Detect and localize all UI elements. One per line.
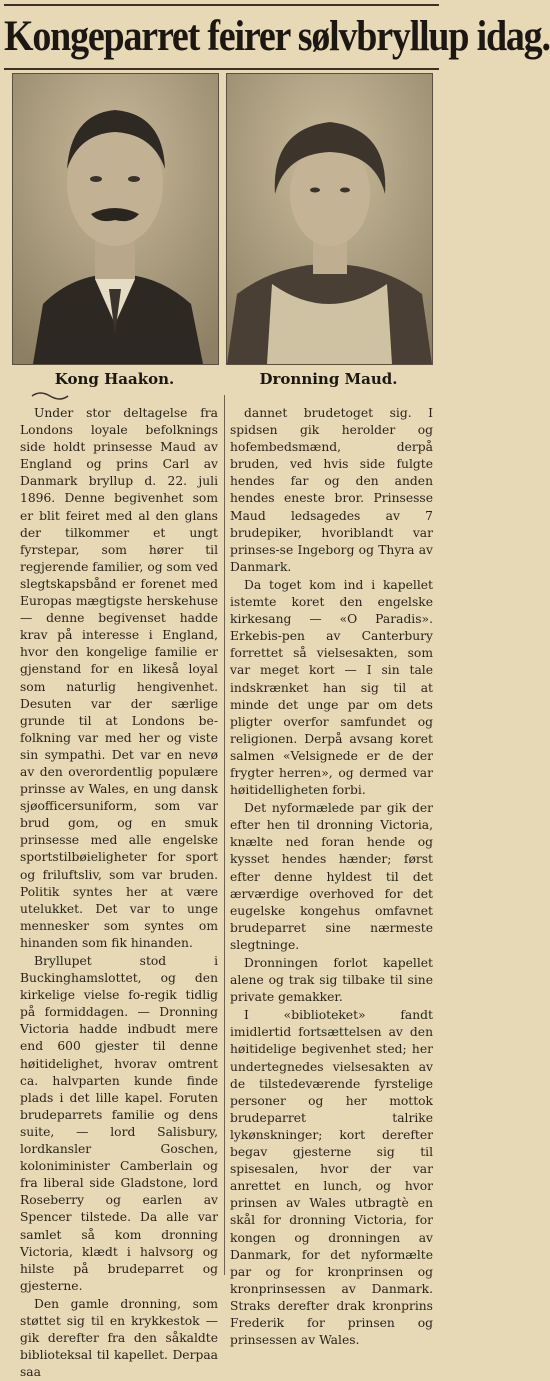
headline-rule-top xyxy=(4,4,439,6)
caption-dronning-maud: Dronning Maud. xyxy=(259,370,398,388)
paragraph: Da toget kom ind i kapellet istemte koret den engelske kirkesang — «O Paradis». Erkebis-pen av Canterbury forrettet så vielsesakten, som var meget kort — I sin tale indskrænket han sig til at minde det unge par om dets pligter overfor samfundet og religionen. Derpå avsang koret salmen «Velsignede er de der frygter herren», og dermed var høitidelligheten forbi. xyxy=(230,577,433,798)
paragraph: Dronningen forlot kapellet alene og trak sig tilbake til sine private gemakker. xyxy=(230,956,433,1005)
paragraph: Det nyformælede par gik der efter hen til dronning Victoria, knælte ned foran hende og kysset hendes hænder; først efter denne hyldest til det ærværdige overhoved for det eugelske kongehus omfavnet brudeparret sine nærmeste slegtninge. xyxy=(230,801,433,952)
ornament-icon xyxy=(30,390,70,402)
portrait-king-image xyxy=(13,74,218,364)
portrait-kong-haakon xyxy=(12,73,219,365)
portrait-queen-image xyxy=(227,74,432,364)
paragraph: dannet brudetoget sig. I spidsen gik herolder og hofembedsmænd, derpå bruden, ved hvis side fulgte hendes far og den anden hendes eneste bror. Prinsesse Maud ledsagedes av 7 brudepiker, hvoriblandt var prinses-se Ingeborg og Thyra av Danmark. xyxy=(230,406,433,574)
headline-rule-bottom xyxy=(4,68,439,70)
paragraph: Under stor deltagelse fra Londons loyale befolknings side holdt prinsesse Maud av England og prins Carl av Danmark bryllup d. 22. juli 1896. Denne begivenhet som er blit feiret med al den glans der tilkommer et ungt fyrstepar, som hører til regjerende familier, og som ved slegtskapsbånd er forenet med Europas mægtigste herskehuse — denne begivenset hadde krav på interesse i England, hvor den kongelige familie er gjenstand for en likeså loyal som naturlig hengivenhet. Desuten var der særlige grunde til at Londons be-folkning var med her og viste sin sympathi. Det var en nevø av den overordentlig populære prinsse av Wales, en ung dansk sjøofficersuniform, som var brud gom, og en smuk prinsesse med alle engelske sportstilbøieligheter for sport og friluftsliv, som var bruden. Politik syntes her at være utelukket. Det var to unge mennesker som syntes om hinanden som fik hinanden. xyxy=(20,406,218,950)
paragraph: I «biblioteket» fandt imidlertid fortsættelsen av den høitidelige begivenhet sted; her undertegnedes vielsesakten av de tilstedeværende fyrstelige personer og her mottok brudeparret talrike lykønskninger; kort derefter begav gjesterne sig til spisesalen, hvor der var anrettet en lunch, og hvor prinsen av Wales utbragtè en skål for dronning Victoria, for kongen og dronningen av Danmark, for det nyformælte par og for kronprinsen og kronprinsessen av Danmark. Straks derefter drak kronprins Frederik for prinsen og prinsessen av Wales. xyxy=(230,1008,433,1348)
headline: Kongeparret feirer sølvbryllup idag. xyxy=(4,11,550,61)
portrait-dronning-maud xyxy=(226,73,433,365)
article-column-left xyxy=(20,405,218,1381)
paragraph: Bryllupet stod i Buckinghamslottet, og den kirkelige vielse fo-regik tidlig på formiddagen. — Dronning Victoria hadde indbudt mere end 600 gjester til denne høitidelighet, hvorav omtrent ca. halvparten kunde finde plads i det lille kapel. Foruten brudeparrets familie og dens suite, — lord Salisbury, lordkansler Goschen, koloniminister Camberlain og fra liberal side Gladstone, lord Roseberry og earlen av Spencer tilstede. Da alle var samlet så kom dronning Victoria, klædt i halvsorg og hilste på brudeparret og gjesterne. xyxy=(20,954,218,1293)
paragraph: Den gamle dronning, som støttet sig til en krykkestok — gik derefter fra den såkaldte biblioteksal til kapellet. Derpaa saa xyxy=(20,1296,218,1380)
caption-kong-haakon: Kong Haakon. xyxy=(54,370,175,388)
column-divider xyxy=(224,395,225,1275)
article-column-right xyxy=(230,405,433,1349)
